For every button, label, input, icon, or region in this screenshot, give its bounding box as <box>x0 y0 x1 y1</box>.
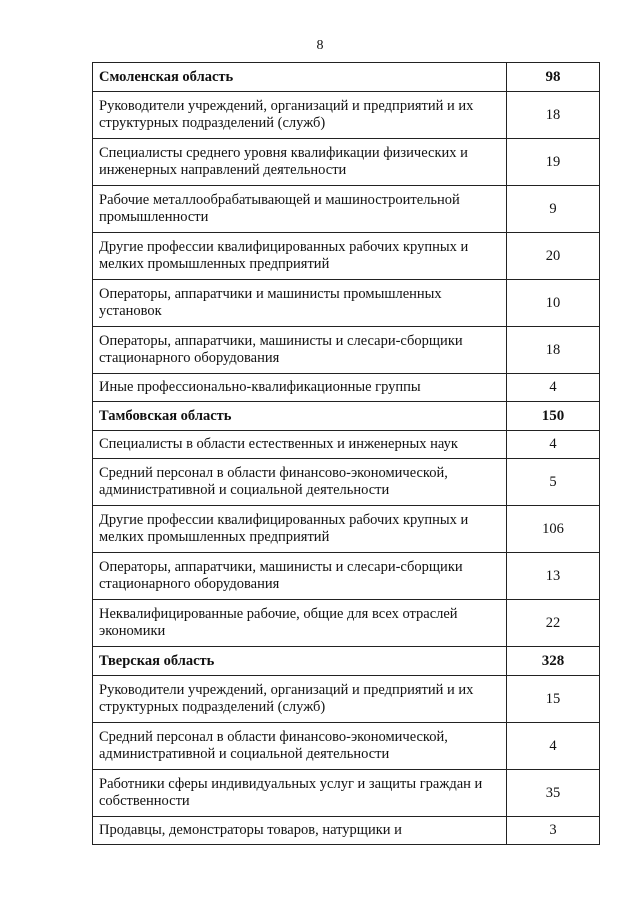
occupation-label: Операторы, аппаратчики, машинисты и слесари-сборщики стационарного оборудования <box>93 553 507 600</box>
occupation-label: Средний персонал в области финансово-экономической, административной и социальной деятельности <box>93 723 507 770</box>
occupation-value: 20 <box>507 233 600 280</box>
occupation-value: 4 <box>507 374 600 402</box>
table-row <box>93 233 600 280</box>
occupation-label: Специалисты среднего уровня квалификации физических и инженерных направлений деятельности <box>93 139 507 186</box>
occupation-value: 18 <box>507 92 600 139</box>
table-row <box>93 186 600 233</box>
table-row <box>93 506 600 553</box>
occupation-label: Средний персонал в области финансово-экономической, административной и социальной деятельности <box>93 459 507 506</box>
region-total: 150 <box>507 402 600 431</box>
table-row <box>93 553 600 600</box>
occupation-label: Иные профессионально-квалификационные группы <box>93 374 507 402</box>
occupation-label: Неквалифицированные рабочие, общие для всех отраслей экономики <box>93 600 507 647</box>
region-name: Тверская область <box>93 647 507 676</box>
occupation-value: 19 <box>507 139 600 186</box>
table-row <box>93 600 600 647</box>
occupation-value: 3 <box>507 817 600 845</box>
table-row <box>93 817 600 845</box>
occupation-label: Продавцы, демонстраторы товаров, натурщики и <box>93 817 507 845</box>
region-total: 98 <box>507 63 600 92</box>
occupation-value: 106 <box>507 506 600 553</box>
region-row-smolensk <box>93 63 600 92</box>
table-row <box>93 459 600 506</box>
occupation-label: Другие профессии квалифицированных рабочих крупных и мелких промышленных предприятий <box>93 506 507 553</box>
occupation-value: 4 <box>507 723 600 770</box>
occupation-value: 18 <box>507 327 600 374</box>
table-row <box>93 770 600 817</box>
occupation-value: 22 <box>507 600 600 647</box>
occupation-value: 9 <box>507 186 600 233</box>
occupation-label: Руководители учреждений, организаций и предприятий и их структурных подразделений (служб) <box>93 676 507 723</box>
table-row <box>93 327 600 374</box>
table-row <box>93 92 600 139</box>
occupation-label: Другие профессии квалифицированных рабочих крупных и мелких промышленных предприятий <box>93 233 507 280</box>
occupation-label: Операторы, аппаратчики и машинисты промышленных установок <box>93 280 507 327</box>
quota-table <box>92 62 600 845</box>
table-row <box>93 139 600 186</box>
table-row <box>93 280 600 327</box>
occupation-label: Рабочие металлообрабатывающей и машиностроительной промышленности <box>93 186 507 233</box>
region-total: 328 <box>507 647 600 676</box>
occupation-value: 35 <box>507 770 600 817</box>
table-row <box>93 723 600 770</box>
table-row <box>93 676 600 723</box>
table-row <box>93 431 600 459</box>
region-row-tver <box>93 647 600 676</box>
occupation-label: Операторы, аппаратчики, машинисты и слесари-сборщики стационарного оборудования <box>93 327 507 374</box>
occupation-label: Работники сферы индивидуальных услуг и защиты граждан и собственности <box>93 770 507 817</box>
occupation-label: Руководители учреждений, организаций и предприятий и их структурных подразделений (служб) <box>93 92 507 139</box>
occupation-value: 5 <box>507 459 600 506</box>
region-name: Смоленская область <box>93 63 507 92</box>
region-name: Тамбовская область <box>93 402 507 431</box>
occupation-value: 4 <box>507 431 600 459</box>
occupation-value: 15 <box>507 676 600 723</box>
occupation-value: 10 <box>507 280 600 327</box>
region-row-tambov <box>93 402 600 431</box>
occupation-value: 13 <box>507 553 600 600</box>
occupation-label: Специалисты в области естественных и инженерных наук <box>93 431 507 459</box>
table-row <box>93 374 600 402</box>
page-number: 8 <box>316 38 324 53</box>
